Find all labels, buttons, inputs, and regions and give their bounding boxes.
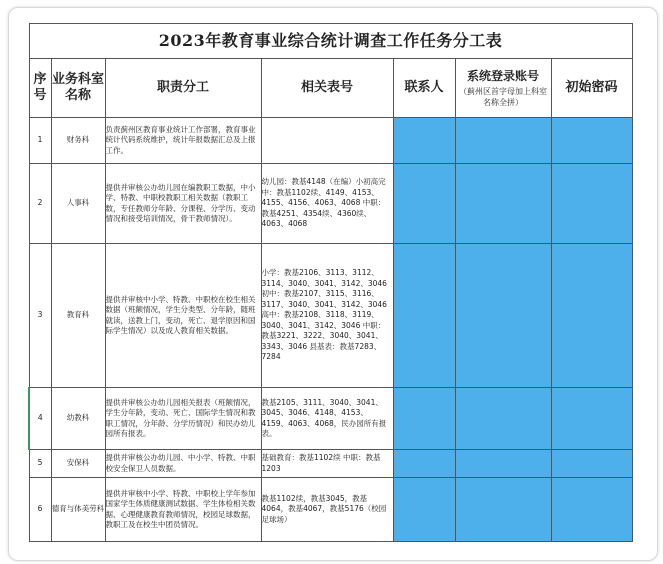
table-title: 2023年教育事业综合统计调查工作任务分工表 [29,24,632,59]
contact-cell[interactable] [393,244,455,388]
row-no: 5 [29,450,51,478]
col-header-contact: 联系人 [393,59,455,118]
contact-cell[interactable] [393,478,455,542]
row-duty: 提供并审核公办幼儿园相关报表（班额情况，学生分年龄，变动、死亡、国际学生情况和教职工情况，分年龄、分学历情况）和民办幼儿园所有报表。 [105,388,261,450]
row-forms: 基础教育：教基1102续 中职：教基1203 [261,450,393,478]
col-header-password: 初始密码 [551,59,632,118]
password-cell[interactable] [551,118,632,164]
row-no: 4 [29,388,51,450]
row-forms: 小学：教基2106、3113、3112、3114、3040、3041、3142、3046 初中：教基2107、3115、3116、3117、3040、3041、3142、3046 高中：教基2108、3118、3119、3040、3041、3142、3046 中职：教基3221、3222、3040、3041、3343、3046 县基表：教基7283、7284 [261,244,393,388]
password-cell[interactable] [551,164,632,244]
row-forms: 幼儿园：教基4148（在编）小初高完中：教基1102续、4149、4153、4155、4156、4063、4068 中职：教基4251、4354续、4360续、4063、4068 [261,164,393,244]
row-forms: 教基1102续，教基3045，教基4064，教基4067，教基5176（校园足球场） [261,478,393,542]
row-forms: 教基2105、3111、3040、3041、3045、3046、4148、4153、4159、4063、4068，民办园所有报表。 [261,388,393,450]
row-no: 2 [29,164,51,244]
password-cell[interactable] [551,244,632,388]
col-header-no: 序号 [29,59,51,118]
header-row [29,59,632,118]
contact-cell[interactable] [393,450,455,478]
password-cell[interactable] [551,478,632,542]
contact-cell[interactable] [393,164,455,244]
row-duty: 提供并审核中小学、特教、中职校上学年参加国家学生体质健康测试数据、学生体检相关数据、心理健康教育教师情况，校园足球数据，教职工及在校生中团员情况。 [105,478,261,542]
row-dept: 安保科 [51,450,105,478]
row-no: 3 [29,244,51,388]
table-row [29,388,632,450]
row-no: 1 [29,118,51,164]
row-duty: 提供并审核公办幼儿园、中小学、特教、中职校安全保卫人员数据。 [105,450,261,478]
col-header-account-title: 系统登录账号 [466,68,539,83]
password-cell[interactable] [551,388,632,450]
row-dept: 教育科 [51,244,105,388]
col-header-account-note: （蓟州区首字母加上科室名称全拼） [459,86,547,107]
col-header-account [455,59,551,118]
account-cell[interactable] [455,450,551,478]
col-header-forms: 相关表号 [261,59,393,118]
contact-cell[interactable] [393,388,455,450]
table-row [29,244,632,388]
row-dept: 幼教科 [51,388,105,450]
account-cell[interactable] [455,388,551,450]
row-dept: 财务科 [51,118,105,164]
row-duty: 提供并审核公办幼儿园在编教职工数据，中小学、特教、中职校教职工相关数据（教职工数，专任教师分年龄、分课程、分学历、变动情况和接受培训情况，骨干教师情况）。 [105,164,261,244]
account-cell[interactable] [455,244,551,388]
account-cell[interactable] [455,118,551,164]
row-duty: 负责蓟州区教育事业统计工作部署，教育事业统计代码系统维护，统计年报数据汇总及上报工作。 [105,118,261,164]
account-cell[interactable] [455,478,551,542]
password-cell[interactable] [551,450,632,478]
account-cell[interactable] [455,164,551,244]
row-dept: 人事科 [51,164,105,244]
row-forms [261,118,393,164]
col-header-duty: 职责分工 [105,59,261,118]
row-dept: 德育与体美劳科 [51,478,105,542]
table-row [29,450,632,478]
row-duty: 提供并审核中小学、特教、中职校在校生相关数据（班额情况，学生分类型、分年龄，随班就读，送教上门，变动，死亡、退学原因和国际学生情况）以及成人教育相关数据。 [105,244,261,388]
row-no: 6 [29,478,51,542]
table-row [29,478,632,542]
col-header-dept: 业务科室名称 [51,59,105,118]
table-row [29,164,632,244]
table-row [29,118,632,164]
task-allocation-table [28,23,633,542]
contact-cell[interactable] [393,118,455,164]
